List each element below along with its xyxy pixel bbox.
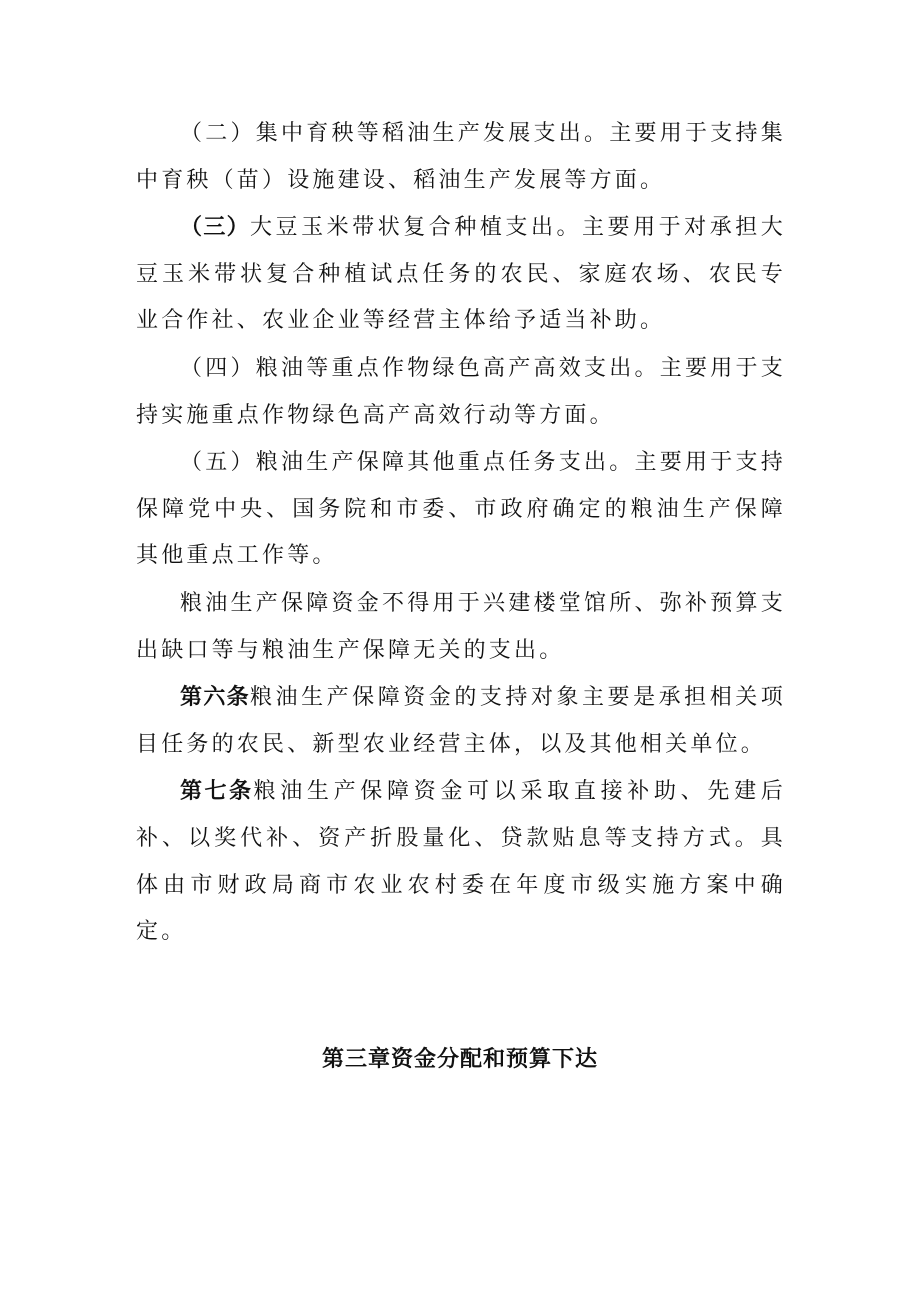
paragraph-item-2 xyxy=(136,110,786,204)
chapter-heading: 第三章资金分配和预算下达 xyxy=(321,1046,598,1072)
paragraph-lead: （三） xyxy=(180,214,251,241)
paragraph-text: 大豆玉米带状复合种植支出。主要用于对承担大豆玉米带状复合种植试点任务的农民、家庭农场、农民专业合作社、农业企业等经营主体给予适当补助。 xyxy=(136,215,786,334)
paragraph-text: 粮油生产保障资金不得用于兴建楼堂馆所、弥补预算支出缺口等与粮油生产保障无关的支出。 xyxy=(136,590,786,663)
paragraph-text: （四）粮油等重点作物绿色高产高效支出。主要用于支持实施重点作物绿色高产高效行动等方面。 xyxy=(136,355,786,428)
article-7 xyxy=(136,768,786,955)
article-label: 第七条 xyxy=(180,778,254,805)
paragraph-text: （五）粮油生产保障其他重点任务支出。主要用于支持保障党中央、国务院和市委、市政府确定的粮油生产保障其他重点工作等。 xyxy=(136,450,786,569)
article-label: 第六条 xyxy=(180,684,251,711)
document-body xyxy=(136,110,786,956)
paragraph-item-5 xyxy=(136,439,786,580)
paragraph-item-3 xyxy=(136,204,786,345)
article-text: 粮油生产保障资金的支持对象主要是承担相关项目任务的农民、新型农业经营主体，以及其他相关单位。 xyxy=(136,685,786,757)
article-6 xyxy=(136,674,786,768)
article-text: 粮油生产保障资金可以采取直接补助、先建后补、以奖代补、资产折股量化、贷款贴息等支持方式。具体由市财政局商市农业农村委在年度市级实施方案中确定。 xyxy=(136,779,786,945)
paragraph-restriction xyxy=(136,580,786,674)
paragraph-item-4 xyxy=(136,345,786,439)
paragraph-text: （二）集中育秧等稻油生产发展支出。主要用于支持集中育秧（苗）设施建设、稻油生产发展等方面。 xyxy=(136,121,786,193)
